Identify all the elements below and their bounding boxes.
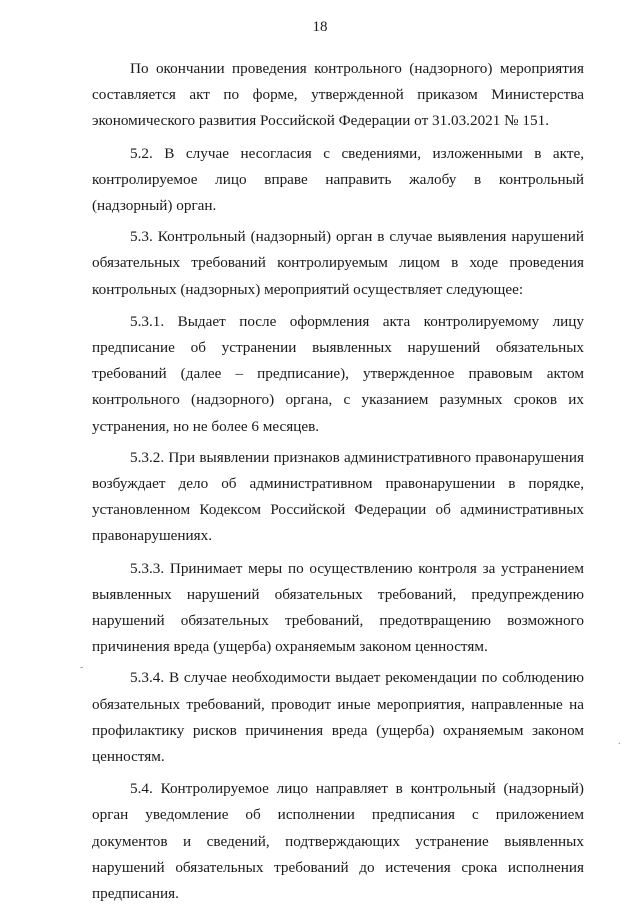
document-body (92, 56, 584, 907)
paragraph-5-3: 5.3. Контрольный (надзорный) орган в случае выявления нарушений обязательных требований контролируемым лицом в ходе проведения контрольных (надзорных) мероприятий осуществляет следующее: (92, 228, 584, 298)
page-number: 18 (312, 19, 328, 35)
right-margin-mark: . (618, 736, 621, 747)
paragraph-5-3-1: 5.3.1. Выдает после оформления акта контролируемому лицу предписание об устранении выявленных нарушений обязательных требований (далее – предписание), утвержденное правовым актом контрольного (надзорного) органа, с указанием разумных сроков их устранения, но не более 6 месяцев. (92, 312, 584, 435)
paragraph-5-4: 5.4. Контролируемое лицо направляет в контрольный (надзорный) орган уведомление об исполнении предписания с приложением документов и сведений, подтверждающих устранение выявленных нарушений обязательных требований до истечения срока исполнения предписания. (92, 780, 584, 903)
paragraph-5-3-3: 5.3.3. Принимает меры по осуществлению контроля за устранением выявленных нарушений обязательных требований, предупреждению нарушений обязательных требований, предотвращению возможного причинения вреда (ущерба) охраняемым законом ценностям. (92, 559, 584, 656)
left-margin-mark: - (80, 662, 84, 673)
paragraph-5-3-4: 5.3.4. В случае необходимости выдает рекомендации по соблюдению обязательных требований, проводит иные мероприятия, направленные на профилактику рисков причинения вреда (ущерба) охраняемым законом ценностям. (92, 669, 584, 766)
paragraph-act-drafting: По окончании проведения контрольного (надзорного) мероприятия составляется акт по форме, утвержденной приказом Министерства экономического развития Российской Федерации от 31.03.2021 № 151. (92, 60, 584, 130)
paragraph-5-2: 5.2. В случае несогласия с сведениями, изложенными в акте, контролируемое лицо вправе направить жалобу в контрольный (надзорный) орган. (92, 144, 584, 215)
paragraph-5-3-2: 5.3.2. При выявлении признаков административного правонарушения возбуждает дело об административном правонарушении в порядке, установленном Кодексом Российской Федерации об административных правонарушениях. (92, 448, 584, 545)
